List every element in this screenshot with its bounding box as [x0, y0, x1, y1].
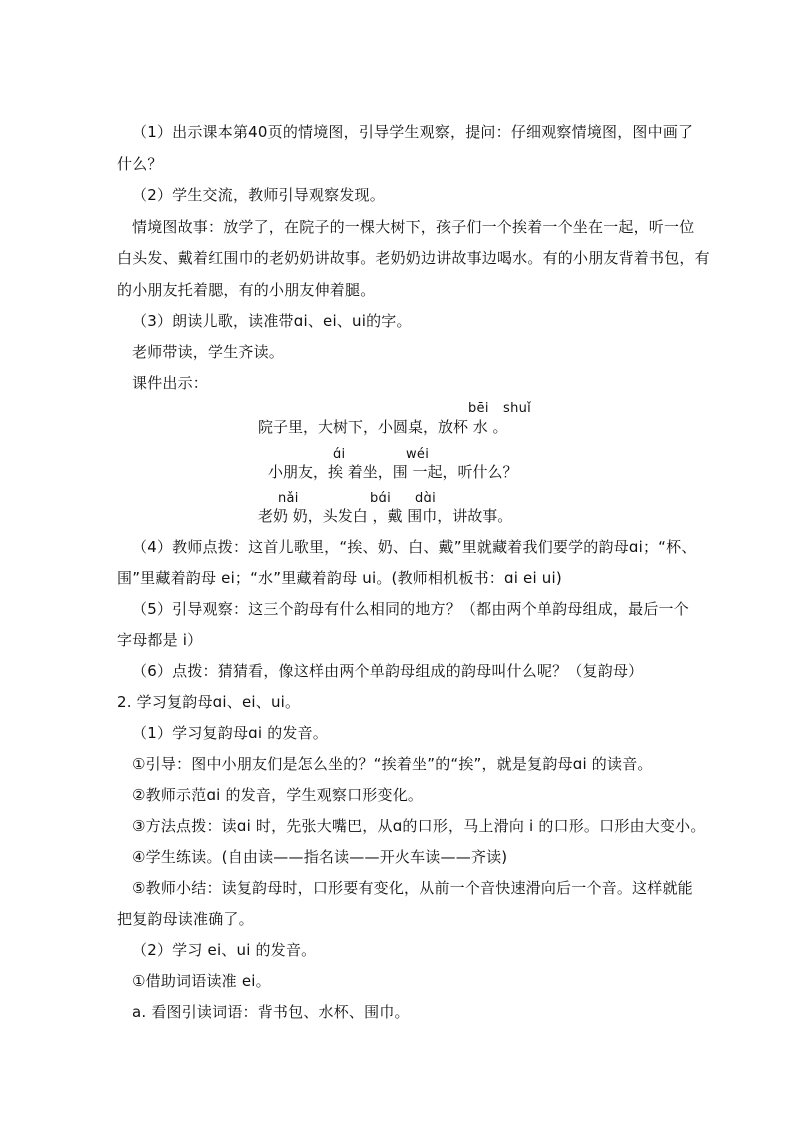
pinyin-nai: nǎi [278, 491, 299, 506]
paragraph-practice: ④学生练读。(自由读——指名读——开火车读——齐读) [132, 848, 508, 866]
paragraph-picture-words: a. 看图引读词语：背书包、水杯、围巾。 [132, 1003, 410, 1021]
pinyin-bai: bɑ́i [370, 491, 392, 506]
paragraph-step1-line2: 什么？ [117, 155, 163, 173]
paragraph-summary-line1: ⑤教师小结：读复韵母时，口形要有变化，从前一个音快速滑向后一个音。这样就能 [132, 879, 693, 897]
paragraph-step2: （2）学生交流，教师引导观察发现。 [132, 186, 385, 204]
pinyin-ai: ɑ́i [333, 447, 346, 462]
pinyin-bei: bēi [468, 401, 489, 416]
paragraph-summary-line2: 把复韵母读准确了。 [117, 910, 254, 928]
paragraph-step5-line2: 字母都是 i） [117, 631, 203, 649]
paragraph-learn-ei-ui: （2）学习 ei、ui 的发音。 [132, 941, 317, 959]
paragraph-step5-line1: （5）引导观察：这三个韵母有什么相同的地方？（都由两个单韵母组成，最后一个 [132, 600, 689, 618]
paragraph-demo: ②教师示范ɑi 的发音，学生观察口形变化。 [132, 786, 424, 804]
paragraph-step4-line2: 围”里藏着韵母 ei；“水”里藏着韵母 ui。(教师相机板书：ɑi ei ui) [117, 569, 562, 587]
paragraph-step6: （6）点拨：猜猜看，像这样由两个单韵母组成的韵母叫什么呢？（复韵母） [132, 662, 644, 680]
section-heading-learn-compound-finals: 2. 学习复韵母ɑi、ei、ui。 [117, 693, 301, 711]
paragraph-words-ei: ①借助词语读准 ei。 [132, 972, 271, 990]
rhyme-line1: 院子里，大树下，小圆桌，放杯 水 。 [258, 418, 508, 436]
paragraph-guide: ①引导：图中小朋友们是怎么坐的？“挨着坐”的“挨”，就是复韵母ɑi 的读音。 [132, 755, 653, 773]
pinyin-dai: dɑ̀i [415, 491, 437, 506]
paragraph-courseware-label: 课件出示： [132, 374, 209, 392]
paragraph-learn-ai: （1）学习复韵母ɑi 的发音。 [132, 724, 329, 742]
rhyme-line2: 小朋友，挨 着坐，围 一起，听什么？ [268, 463, 518, 481]
paragraph-story-line2: 白头发、戴着红围巾的老奶奶讲故事。老奶奶边讲故事边喝水。有的小朋友背着书包，有 [117, 249, 710, 267]
pinyin-wei: wéi [406, 447, 430, 462]
paragraph-teacher-read: 老师带读，学生齐读。 [132, 343, 285, 361]
paragraph-step4-line1: （4）教师点拨：这首儿歌里，“挨、奶、白、戴”里就藏着我们要学的韵母ɑi；“杯、 [132, 538, 697, 556]
paragraph-story-line1: 情境图故事：放学了，在院子的一棵大树下，孩子们一个挨着一个坐在一起，听一位 [132, 218, 695, 236]
paragraph-story-line3: 的小朋友托着腮，有的小朋友伸着腿。 [117, 281, 376, 299]
paragraph-step1-line1: （1）出示课本第40页的情境图，引导学生观察，提问：仔细观察情境图，图中画了 [132, 123, 694, 141]
paragraph-step3: （3）朗读儿歌，读准带ɑi、ei、ui的字。 [132, 312, 412, 330]
paragraph-method: ③方法点拨：读ɑi 时，先张大嘴巴，从ɑ的口形，马上滑向 i 的口形。口形由大变小。 [132, 817, 706, 835]
rhyme-line3: 老奶 奶，头发白 ，戴 围巾，讲故事。 [258, 507, 513, 525]
pinyin-shui: shuǐ [503, 401, 532, 416]
